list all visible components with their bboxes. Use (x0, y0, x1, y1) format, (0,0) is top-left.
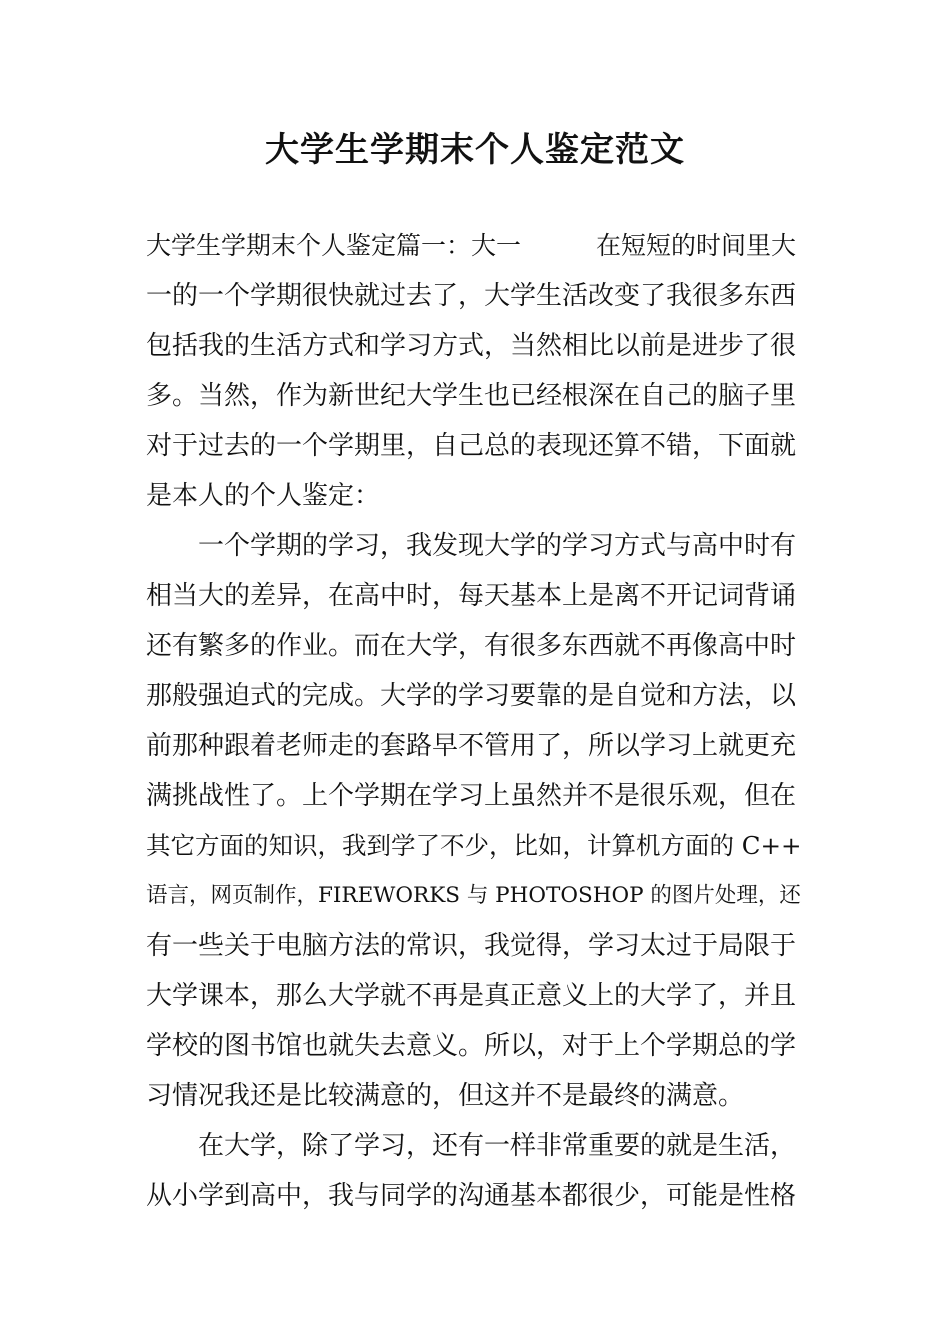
body-line: 有一些关于电脑方法的常识，我觉得，学习太过于局限于 (146, 931, 797, 961)
body-line: 大学生学期末个人鉴定篇一：大一 在短短的时间里大 (146, 231, 797, 260)
body-line: 对于过去的一个学期里，自己总的表现还算不错，下面就 (146, 431, 797, 461)
body-line: 那般强迫式的完成。大学的学习要靠的是自觉和方法，以 (146, 681, 797, 711)
body-line: 一个学期的学习，我发现大学的学习方式与高中时有 (146, 531, 797, 561)
body-line: 相当大的差异，在高中时，每天基本上是离不开记词背诵 (146, 581, 797, 611)
body-line: 习情况我还是比较满意的，但这并不是最终的满意。 (146, 1081, 745, 1111)
body-line: 大学课本，那么大学就不再是真正意义上的大学了，并且 (146, 981, 797, 1011)
body-line: 多。当然，作为新世纪大学生也已经根深在自己的脑子里 (146, 381, 797, 411)
body-line: 前那种跟着老师走的套路早不管用了，所以学习上就更充 (146, 731, 797, 761)
body-line: 学校的图书馆也就失去意义。所以，对于上个学期总的学 (146, 1031, 797, 1061)
body-line: 语言，网页制作，FIREWORKS 与 PHOTOSHOP 的图片处理，还 (146, 883, 801, 908)
body-line: 还有繁多的作业。而在大学，有很多东西就不再像高中时 (146, 631, 797, 661)
document-title: 大学生学期末个人鉴定范文 (265, 130, 685, 170)
body-line: 满挑战性了。上个学期在学习上虽然并不是很乐观，但在 (146, 781, 797, 811)
body-line: 一的一个学期很快就过去了，大学生活改变了我很多东西 (146, 281, 797, 311)
body-line: 从小学到高中，我与同学的沟通基本都很少，可能是性格 (146, 1181, 797, 1211)
body-line: 在大学，除了学习，还有一样非常重要的就是生活， (146, 1131, 797, 1161)
body-line: 是本人的个人鉴定： (146, 481, 381, 511)
body-line: 包括我的生活方式和学习方式，当然相比以前是进步了很 (146, 331, 797, 361)
body-line: 其它方面的知识，我到学了不少，比如，计算机方面的 C++ (146, 831, 802, 860)
